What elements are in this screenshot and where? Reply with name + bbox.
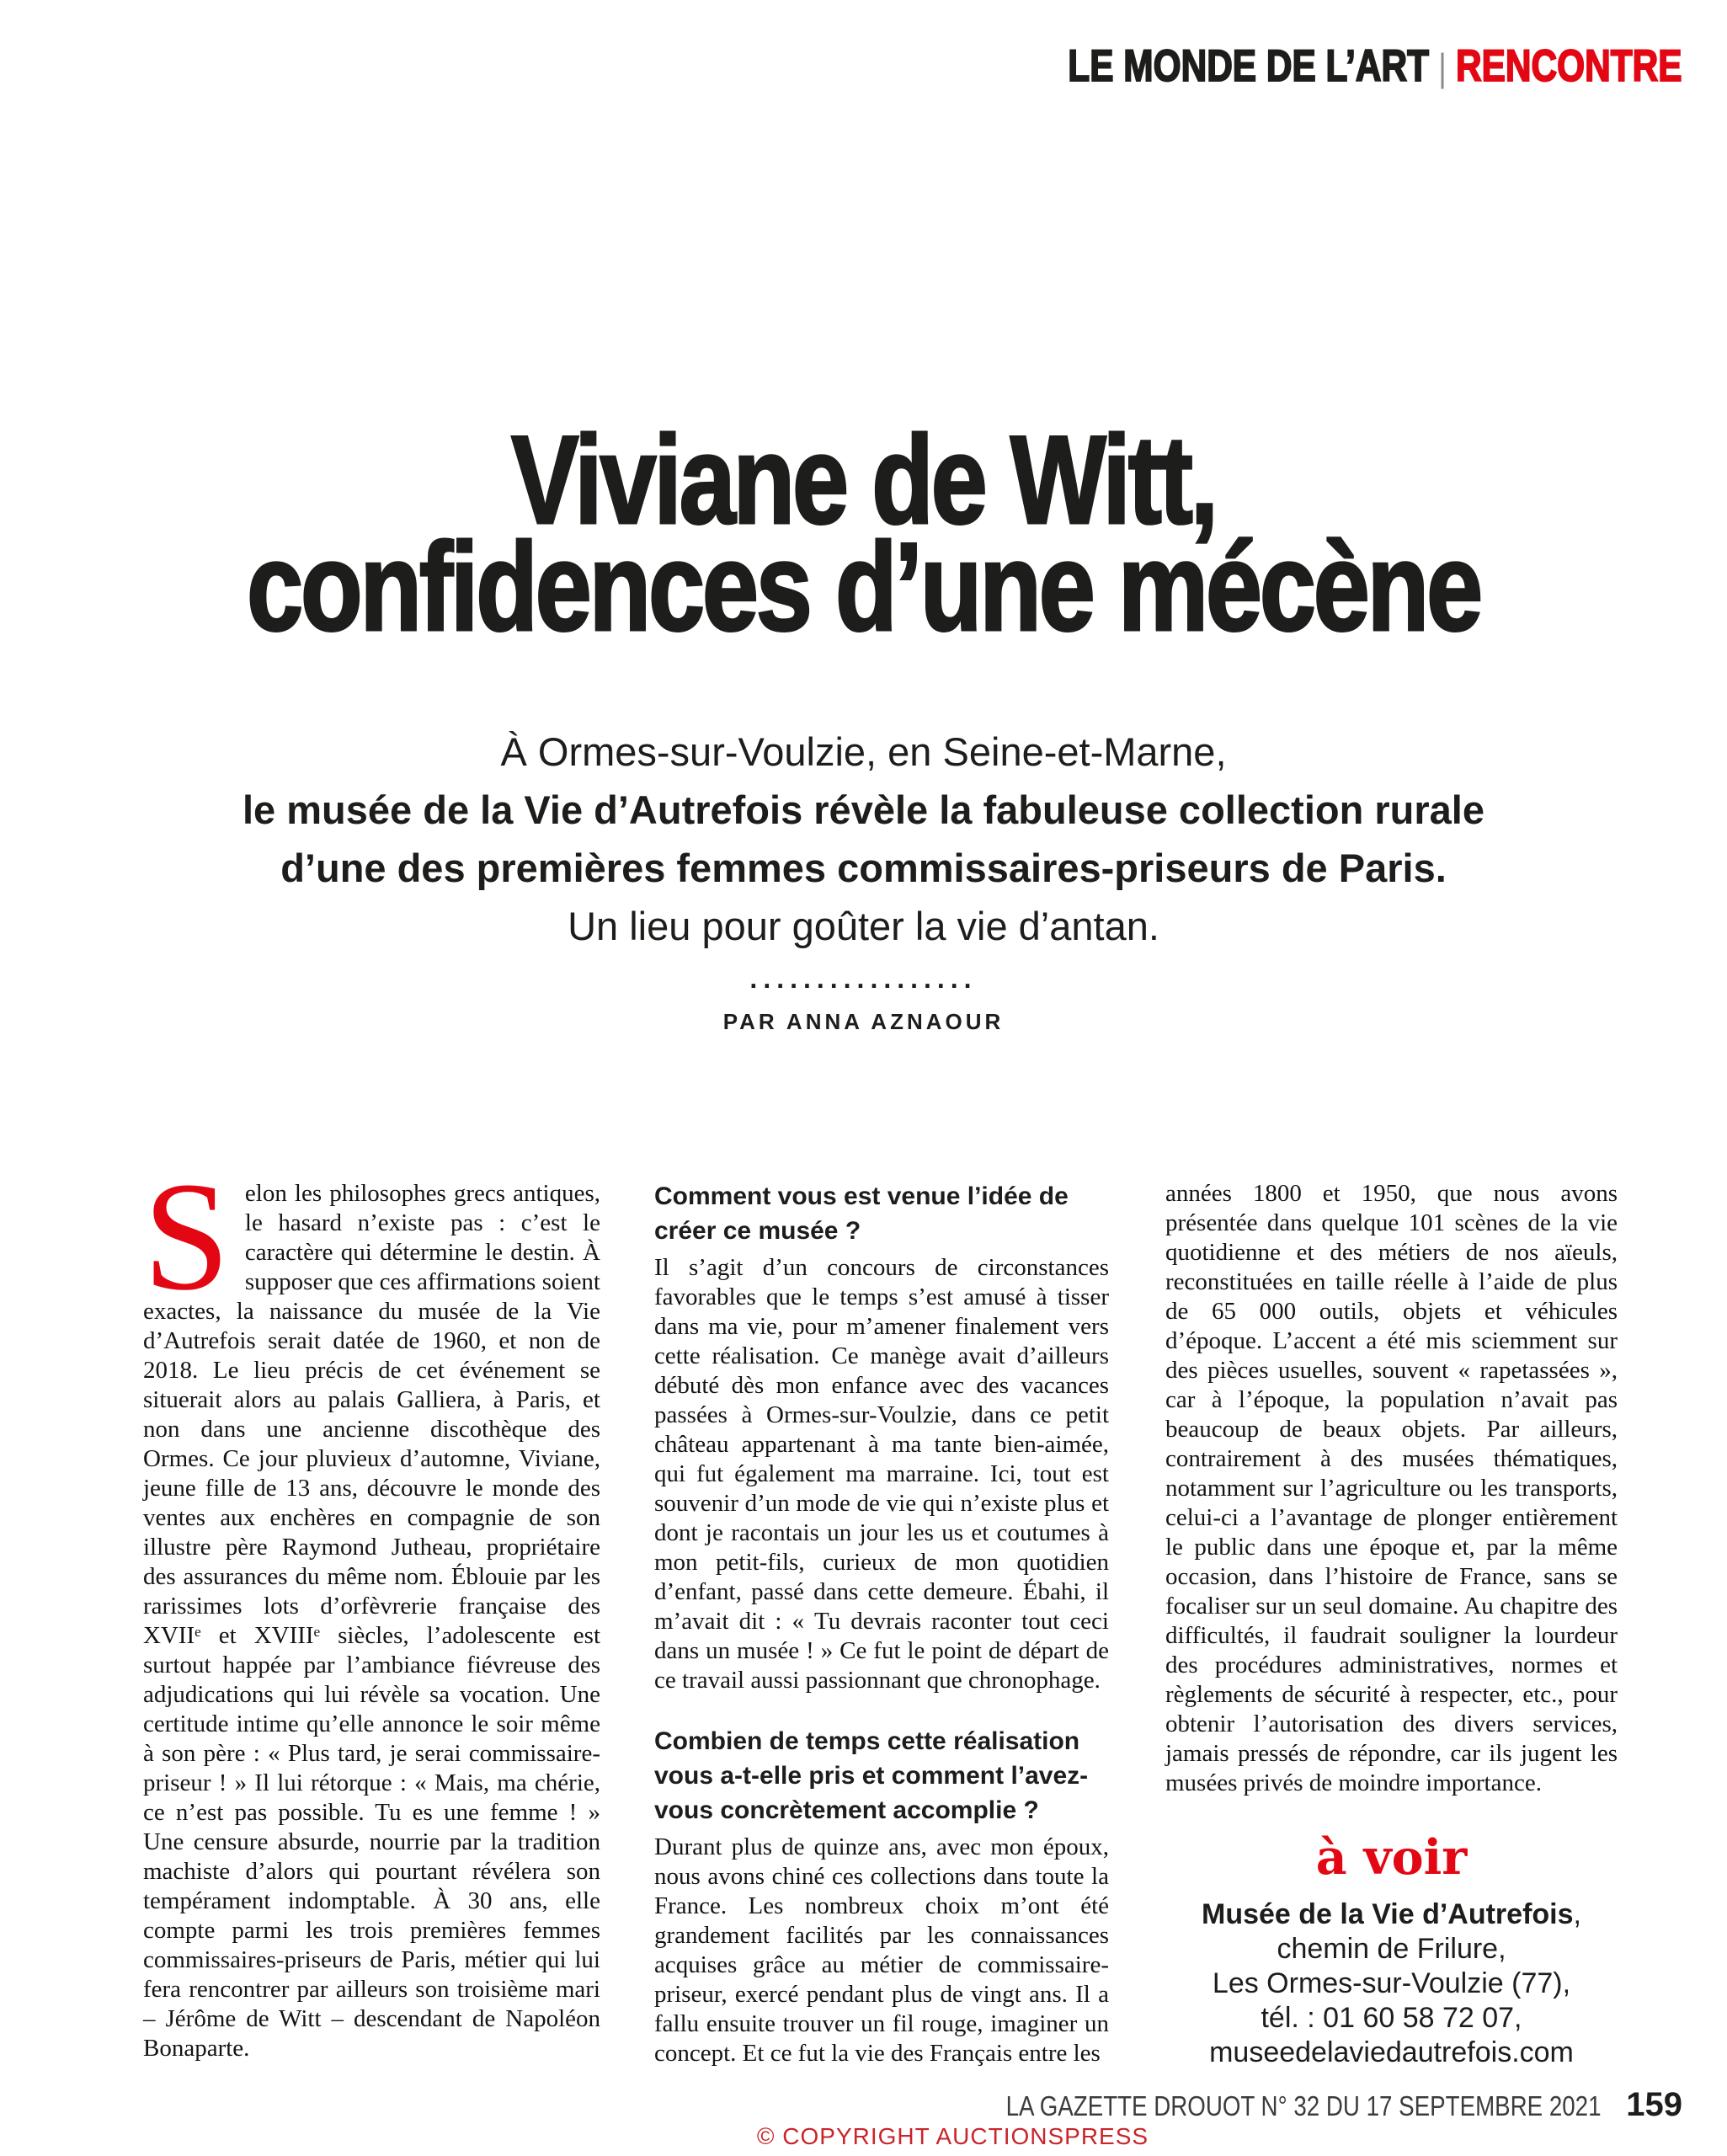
standfirst-line3: d’une des premières femmes commissaires-priseurs de Paris. <box>280 846 1447 890</box>
body-column-1 <box>143 1150 600 2063</box>
article-title-line1: Viviane de Witt, <box>511 409 1216 550</box>
interview-question-2: Combien de temps cette réalisation vous a-t-elle pris et comment l’avez-vous concrètement accomplie ? <box>654 1727 1089 1824</box>
drop-cap: S <box>143 1150 230 1323</box>
section-separator: | <box>1438 45 1447 89</box>
interview-answer-2-continued: années 1800 et 1950, que nous avons présentée dans quelque 101 scènes de la vie quotidienne et des métiers de nos aïeuls, reconstituées en taille réelle à l’aide de plus de 65 000 outils, objets et véhicules d’époque. L’accent a été mis sciemment sur des pièces usuelles, souvent « rapetassées », car à l’époque, la population n’avait pas beaucoup de beaux objets. Par ailleurs, contrairement à des musées thématiques, notamment sur l’agriculture ou les transports, celui-ci a l’avantage de plonger entièrement le public dans une époque et, par la même occasion, dans l’histoire de France, sans se focaliser sur un seul domaine. Au chapitre des difficultés, il faudrait souligner la lourdeur des procédures administratives, normes et règlements de sécurité à respecter, etc., pour obtenir l’autorisation des divers services, jamais pressés de répondre, car ils jugent les musées privés de moindre importance. <box>1165 1180 1618 1796</box>
byline-dotted-rule: ................. <box>749 963 978 994</box>
body-column-3 <box>1165 1179 1618 2070</box>
page-number: 159 <box>1626 2086 1682 2123</box>
copyright-notice: © COPYRIGHT AUCTIONSPRESS <box>756 2123 1149 2149</box>
interview-answer-2: Durant plus de quinze ans, avec mon époux, nous avons chiné ces collections dans toute la France. Les nombreux choix m’ont été grandement facilités par les connaissances acquises grâce au métier de commissaire-priseur, exercé pendant plus de vingt ans. Il a fallu ensuite trouver un fil rouge, imaginer un concept. Et ce fut la vie des Français entre les <box>654 1833 1109 2067</box>
interview-answer-1: Il s’agit d’un concours de circonstances favorables que le temps s’est amusé à tisser dans ma vie, pour m’amener finalement vers cette réalisation. Ce manège avait d’ailleurs débuté dès mon enfance avec des vacances passées à Ormes-sur-Voulzie, dans ce petit château appartenant à ma tante bien-aimée, qui fut également ma marraine. Ici, tout est souvenir d’un mode de vie qui n’existe plus et dont je racontais un jour les us et coutumes à mon petit-fils, curieux de mon quotidien d’enfant, passé dans cette demeure. Ébahi, il m’avait dit : « Tu devrais raconter tout ceci dans un musée ! » Ce fut le point de départ de ce travail aussi passionnant que chronophage. <box>654 1254 1109 1694</box>
issue-reference: LA GAZETTE DROUOT N° 32 DU 17 SEPTEMBRE 2021 <box>1005 2090 1602 2121</box>
infobox-museum-name-suffix: , <box>1573 1898 1581 1930</box>
intro-paragraph <box>143 1150 600 2063</box>
section-rubric: RENCONTRE <box>1456 41 1682 91</box>
section-title: LE MONDE DE L’ART <box>1068 41 1430 91</box>
standfirst-line2: le musée de la Vie d’Autrefois révèle la fabuleuse collection rurale <box>243 787 1484 832</box>
byline-author: PAR ANNA AZNAOUR <box>722 1009 1005 1034</box>
standfirst-line1: À Ormes-sur-Voulzie, en Seine-et-Marne, <box>500 729 1227 774</box>
intro-text: elon les philosophes grecs antiques, le hasard n’existe pas : c’est le caractère qui détermine le destin. À supposer que ces affirmations soient exactes, la naissance du musée de la Vie d’Autrefois serait datée de 1960, et non de 2018. Le lieu précis de cet événement se situerait alors au palais Galliera, à Paris, et non dans une ancienne discothèque des Ormes. Ce jour pluvieux d’automne, Viviane, jeune fille de 13 ans, découvre le monde des ventes aux enchères en compagnie de son illustre père Raymond Jutheau, propriétaire des assurances du même nom. Éblouie par les rarissimes lots d’orfèvrerie française des XVIIᵉ et XVIIIᵉ siècles, l’adolescente est surtout happée par l’ambiance fiévreuse des adjudications qui lui révèle sa vocation. Une certitude intime qu’elle annonce le soir même à son père : « Plus tard, je serai commissaire-priseur ! » Il lui rétorque : « Mais, ma chérie, ce n’est pas possible. Tu es une femme ! » Une censure absurde, nourrie par la tradition machiste d’alors qui pourtant révélera son tempérament indomptable. À 30 ans, elle compte parmi les trois premières femmes commissaires-priseurs de Paris, métier qui lui fera rencontrer par ailleurs son troisième mari – Jérôme de Witt – descendant de Napoléon Bonaparte. <box>143 1180 600 2062</box>
infobox-museum-name: Musée de la Vie d’Autrefois <box>1202 1898 1574 1930</box>
page-footer <box>893 2086 1682 2124</box>
article-title-line2: confidences d’une mécène <box>247 516 1480 657</box>
article-title <box>0 409 1727 657</box>
infobox-address-line: chemin de Frilure, <box>1277 1933 1506 1965</box>
interview-question-1: Comment vous est venue l’idée de créer ce musée ? <box>654 1182 1069 1245</box>
infobox-museum-name-line <box>1165 1897 1618 1932</box>
infobox-city-line: Les Ormes-sur-Voulzie (77), <box>1212 1967 1571 1999</box>
infobox-phone-line: tél. : 01 60 58 72 07, <box>1261 2002 1522 2034</box>
infobox-website-line: museedelaviedautrefois.com <box>1209 2036 1574 2068</box>
standfirst <box>0 723 1727 955</box>
body-column-2 <box>654 1179 1109 2068</box>
a-voir-infobox <box>1165 1829 1618 2070</box>
section-header <box>1069 40 1682 92</box>
infobox-heading: à voir <box>1315 1829 1468 1886</box>
standfirst-line4: Un lieu pour goûter la vie d’antan. <box>568 904 1159 948</box>
